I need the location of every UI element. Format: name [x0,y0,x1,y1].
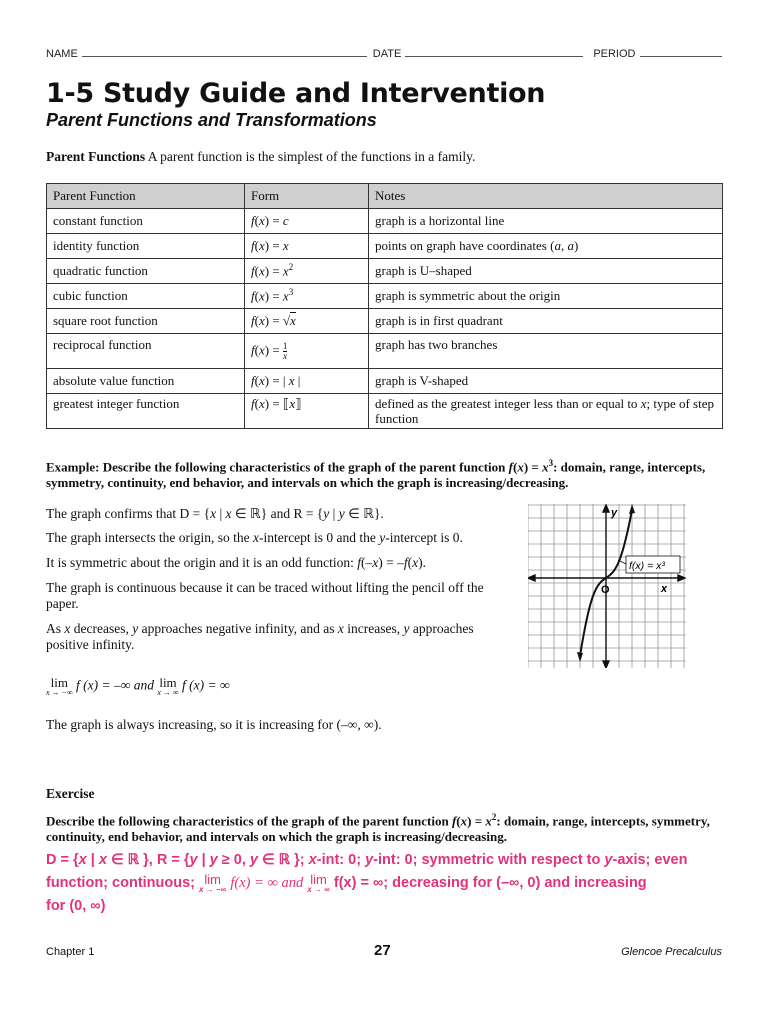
function-name: reciprocal function [47,334,245,369]
function-notes: graph has two branches [369,334,723,369]
function-notes: defined as the greatest integer less than or equal to x; type of step function [369,394,723,429]
function-form: f(x) = $\frac{1}{x}$ [245,334,369,369]
cubic-graph [528,504,686,668]
function-form: f(x) = x [245,234,369,259]
page-title: 1-5 Study Guide and Intervention [46,78,546,109]
name-blank[interactable] [82,46,367,57]
exercise-prompt: Describe the following characteristics of the graph of the parent function $f(x) = x^2$: domain, range, intercepts, symmetry, continuity, end behavior, and intervals on which the graph is increasing/decreasing. [46,812,710,845]
limit-expr-1: f (x) = –∞ and [76,677,154,693]
example-prompt: Example: Describe the following characteristics of the graph of the parent function $f(x) = x^3$: domain, range, intercepts, symmetry, continuity, end behavior, and intervals on which the graph is increasing/decreasing. [46,458,706,491]
function-name: cubic function [47,284,245,309]
limit-neg-inf: lim x → −∞ [46,675,73,697]
function-notes: graph is a horizontal line [369,209,723,234]
function-notes: graph is symmetric about the origin [369,284,723,309]
function-name: identity function [47,234,245,259]
page-subtitle: Parent Functions and Transformations [46,110,377,130]
footer-publisher: Glencoe Precalculus [621,946,722,958]
column-header: Notes [369,184,723,209]
answer-limit-expr-2: f(x) = ∞; decreasing for (–∞, 0) and increasing [333,875,647,891]
curve-arrow-up [629,504,635,514]
student-info-header [46,46,726,60]
table-row [47,209,723,234]
date-label: DATE [372,48,402,60]
function-name: square root function [47,309,245,334]
table-row [47,309,723,334]
table-row [47,334,723,369]
answer-limit-pos: lim x → ∞ [307,871,330,894]
answer-line-1: D = {x | x ∈ ℝ }, R = {y | y ≥ 0, y ∈ ℝ }; x-int: 0; y-int: 0; symmetric with respect to y-axis; even [46,852,688,868]
origin-label: O [601,584,610,596]
example-line-intercepts: The graph intersects the origin, so the x-intercept is 0 and the y-intercept is 0. [46,530,463,545]
limits-expression [46,676,230,697]
name-label: NAME [46,48,78,60]
answer-limit-neg: lim x → −∞ [199,871,227,894]
answer-line-3: for (0, ∞) [46,898,106,914]
table-row [47,234,723,259]
function-name: greatest integer function [47,394,245,429]
table-row [47,284,723,309]
y-axis-label: y [611,507,618,519]
parent-functions-table [46,183,723,429]
function-notes: graph is V-shaped [369,369,723,394]
footer-chapter: Chapter 1 [46,946,95,958]
answer-limit-expr-1: f(x) = ∞ and [230,875,304,891]
x-axis-label: x [661,583,668,595]
function-form: f(x) = | x | [245,369,369,394]
column-header: Form [245,184,369,209]
example-line-domain: The graph confirms that D = {x | x ∈ ℝ} and R = {y | y ∈ ℝ}. [46,506,384,521]
function-name: quadratic function [47,259,245,284]
example-line-continuity: The graph is continuous because it can be traced without lifting the pencil off the paper. [46,580,484,611]
function-name: constant function [47,209,245,234]
table-header-row [47,184,723,209]
answer-line-2 [46,872,736,895]
date-blank[interactable] [405,46,583,57]
intro-bold: Parent Functions [46,149,146,164]
exercise-answer [46,849,736,918]
function-notes: graph is in first quadrant [369,309,723,334]
answer-continuity: function; continuous; [46,875,195,891]
intro-text: A parent function is the simplest of the functions in a family. [145,149,476,164]
function-notes: graph is U–shaped [369,259,723,284]
table-row [47,369,723,394]
function-form: f(x) = ⟦x⟧ [245,394,369,429]
period-label: PERIOD [593,48,636,60]
table-row [47,394,723,429]
page-number: 27 [374,942,391,959]
example-line-end-behavior: As x decreases, y approaches negative infinity, and as x increases, y approaches positive infinity. [46,621,474,652]
intro-paragraph [46,149,475,165]
function-name: absolute value function [47,369,245,394]
period-blank[interactable] [640,46,722,57]
function-form: $f(x) = x^2$ [245,259,369,284]
limit-expr-2: f (x) = ∞ [182,677,230,693]
example-line-increasing: The graph is always increasing, so it is increasing for (–∞, ∞). [46,717,382,732]
function-label: f(x) = x³ [629,560,665,572]
example-line-symmetry: It is symmetric about the origin and it is an odd function: f(–x) = –f(x). [46,555,426,570]
table-row [47,259,723,284]
function-notes: points on graph have coordinates (a, a) [369,234,723,259]
limit-pos-inf: lim x → ∞ [157,675,179,697]
function-form: f(x) = √x [245,309,369,334]
function-form: $f(x) = x^3$ [245,284,369,309]
exercise-heading: Exercise [46,786,95,801]
column-header: Parent Function [47,184,245,209]
curve-arrow-down [577,652,583,662]
function-form: f(x) = c [245,209,369,234]
